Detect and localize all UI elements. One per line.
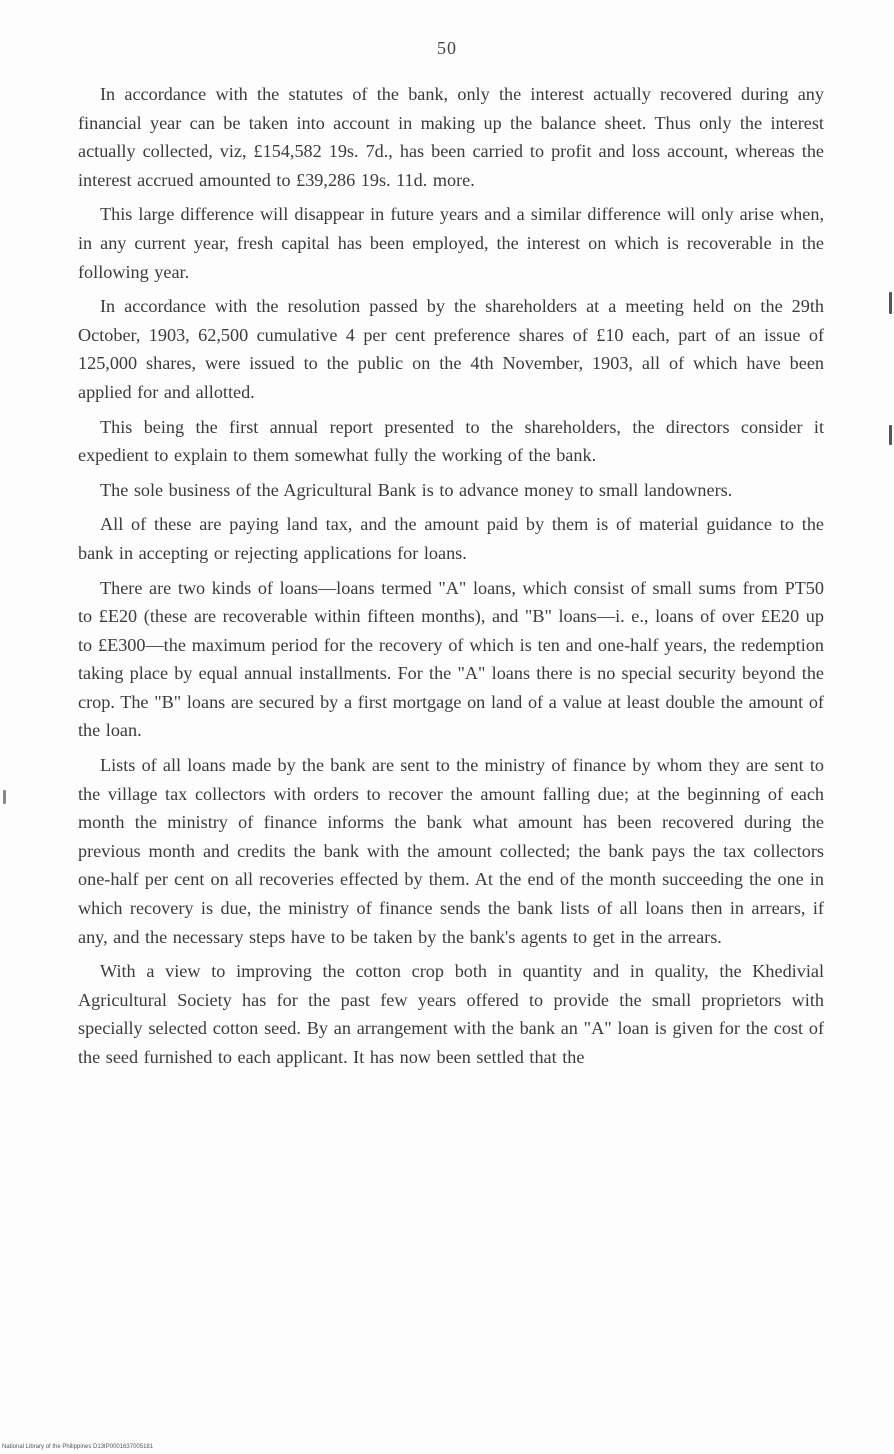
paragraph-8: Lists of all loans made by the bank are sent to the ministry of finance by whom they are sent to the village tax collectors with orders to recover the amount falling due; at the beginning of each month the ministry of finance informs the bank what amount has been recovered during the previous month and credits the bank with the amount collected; the bank pays the tax collectors one-half per cent on all recoveries effected by them. At the end of the month succeeding the one in which recovery is due, the ministry of finance sends the bank lists of all loans then in arrears, if any, and the necessary steps have to be taken by the bank's agents to get in the arrears. bbox=[78, 755, 824, 947]
paragraph-9: With a view to improving the cotton crop both in quantity and in quality, the Khedivial Agricultural Society has for the past few years offered to provide the small proprietors with specially selected cotton seed. By an arrangement with the bank an "A" loan is given for the cost of the seed furnished to each applicant. It has now been settled that the bbox=[78, 961, 824, 1067]
paragraph-5: The sole business of the Agricultural Bank is to advance money to small landowners. bbox=[100, 479, 733, 500]
paragraph-6: All of these are paying land tax, and the amount paid by them is of material guidance to the bank in accepting or rejecting applications for loans. bbox=[78, 514, 824, 563]
scan-edge-mark bbox=[889, 425, 892, 445]
paragraph-3: In accordance with the resolution passed by the shareholders at a meeting held on the 29th October, 1903, 62,500 cumulative 4 per cent preference shares of £10 each, part of an issue of 125,000 shares, were issued to the public on the 4th November, 1903, all of which have been applied for and allotted. bbox=[78, 296, 824, 402]
paragraph-2: This large difference will disappear in future years and a similar difference will only arise when, in any current year, fresh capital has been employed, the interest on which is recoverable in the following year. bbox=[78, 204, 824, 282]
paragraph-1: In accordance with the statutes of the bank, only the interest actually recovered during any financial year can be taken into account in making up the balance sheet. Thus only the interest actually collected, viz, £154,582 19s. 7d., has been carried to profit and loss account, whereas the interest accrued amounted to £39,286 19s. 11d. more. bbox=[78, 84, 824, 190]
scan-edge-mark bbox=[889, 292, 892, 314]
scan-attribution: National Library of the Philippines D13tP0001637005181 bbox=[2, 1444, 154, 1450]
body-text bbox=[78, 80, 824, 1078]
scan-edge-mark bbox=[3, 790, 6, 804]
paragraph-4: This being the first annual report presented to the shareholders, the directors consider it expedient to explain to them somewhat fully the working of the bank. bbox=[78, 416, 824, 466]
page-number: 50 bbox=[437, 38, 457, 58]
paragraph-7: There are two kinds of loans—loans termed "A" loans, which consist of small sums from PT50 to £E20 (these are recoverable within fifteen months), and "B" loans—i. e., loans of over £E20 up to £E300—the maximum period for the recovery of which is ten and one-half years, the redemption taking place by equal annual installments. For the "A" loans there is no special security beyond the crop. The "B" loans are secured by a first mortgage on land of a value at least double the amount of the loan. bbox=[78, 577, 824, 741]
